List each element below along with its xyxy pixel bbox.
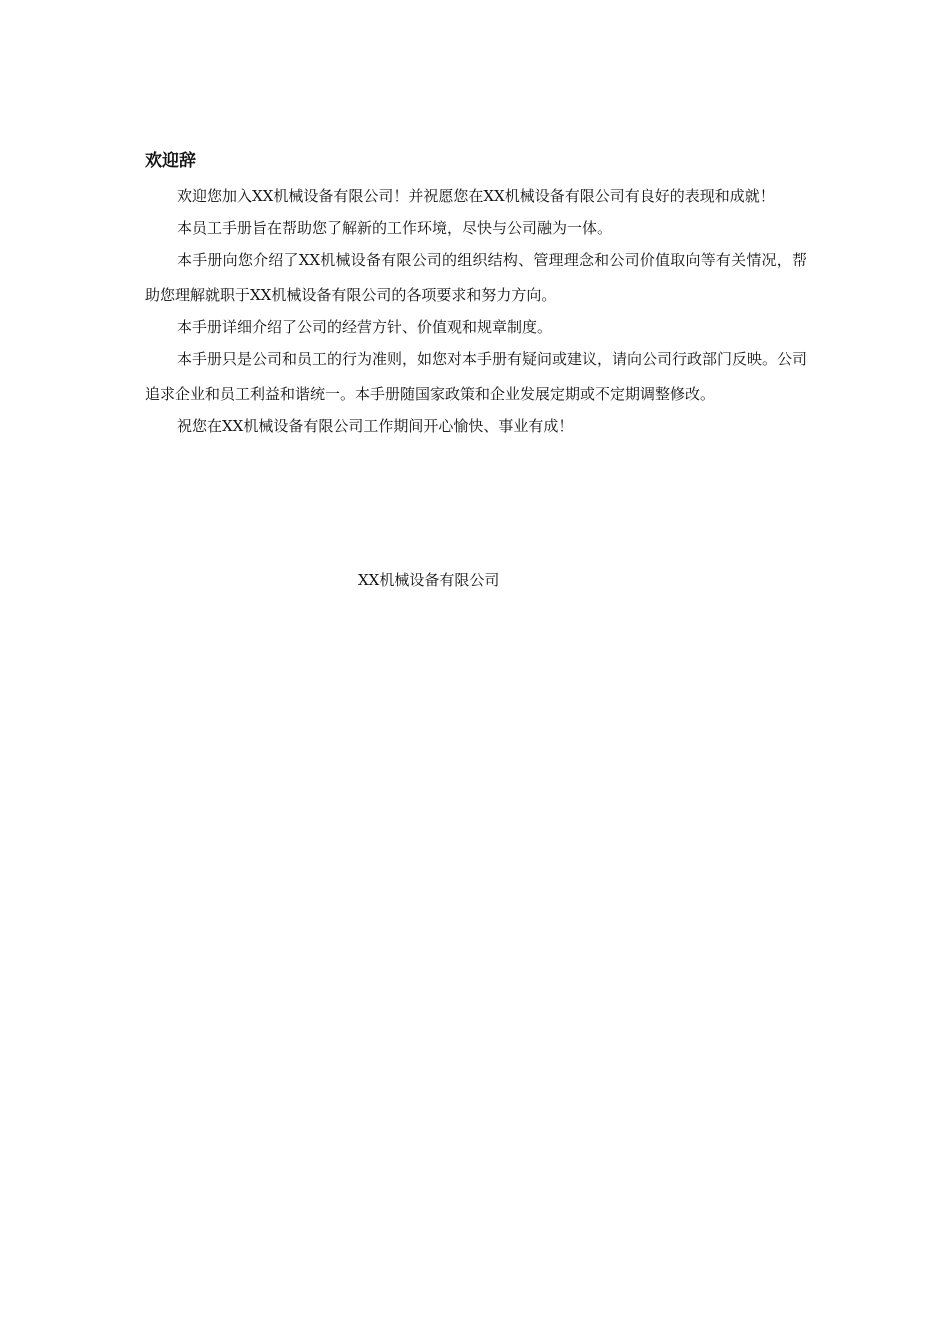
- paragraph-purpose: 本员工手册旨在帮助您了解新的工作环境，尽快与公司融为一体。: [177, 219, 613, 237]
- company-signature: XX机械设备有限公司: [358, 571, 500, 589]
- paragraph-policies: 本手册详细介绍了公司的经营方针、价值观和规章制度。: [177, 318, 553, 336]
- document-body: [145, 148, 807, 444]
- paragraph-introduction: 本手册向您介绍了XX机械设备有限公司的组织结构、管理理念和公司价值取向等有关情况，帮助您理解就职于XX机械设备有限公司的各项要求和努力方向。: [145, 251, 807, 304]
- paragraph-welcome: 欢迎您加入XX机械设备有限公司！并祝愿您在XX机械设备有限公司有良好的表现和成就！: [177, 187, 775, 205]
- paragraph-guidelines: 本手册只是公司和员工的行为准则，如您对本手册有疑问或建议，请向公司行政部门反映。公司追求企业和员工利益和谐统一。本手册随国家政策和企业发展定期或不定期调整修改。: [145, 350, 808, 403]
- paragraph-wishes: 祝您在XX机械设备有限公司工作期间开心愉快、事业有成！: [177, 417, 574, 435]
- page-title: 欢迎辞: [145, 151, 196, 171]
